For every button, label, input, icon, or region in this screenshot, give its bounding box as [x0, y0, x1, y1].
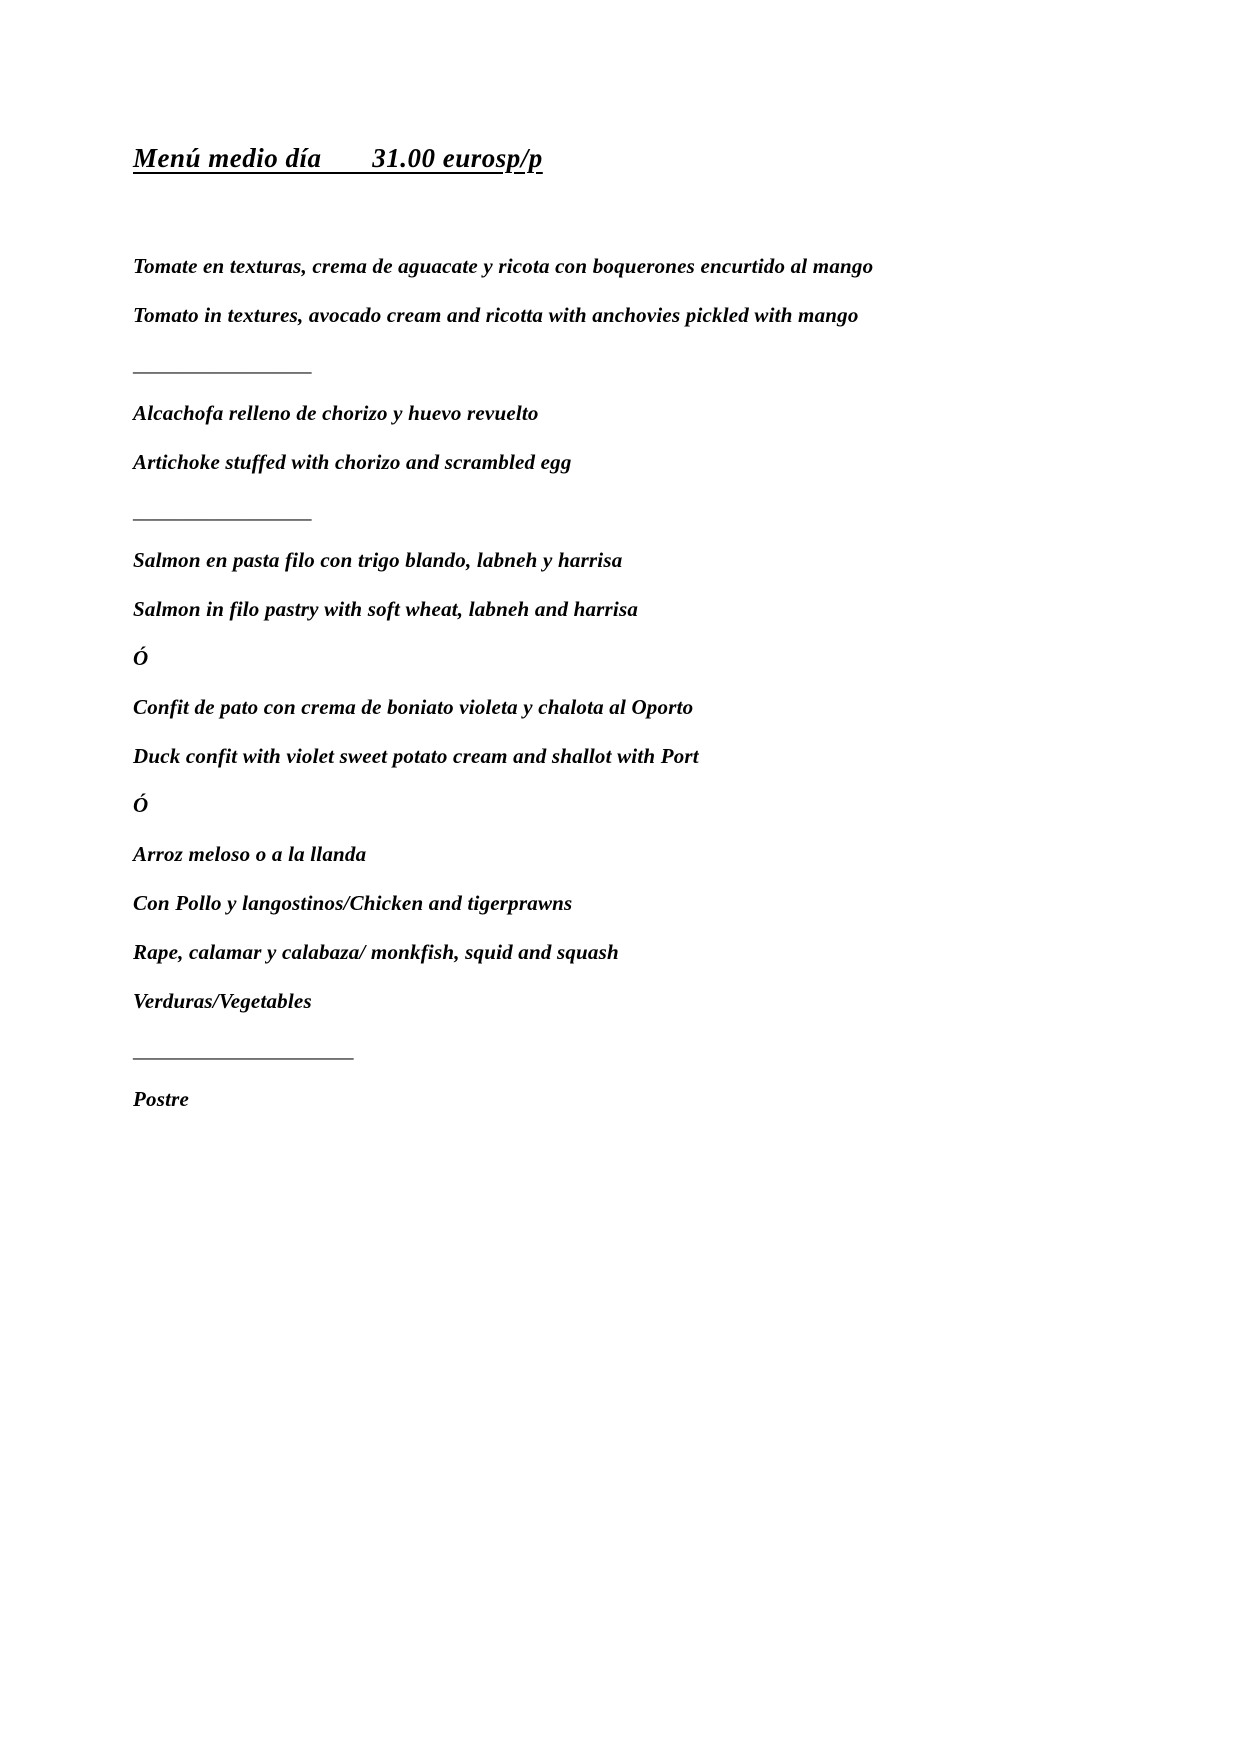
menu-item-es-artichoke: Alcachofa relleno de chorizo y huevo revuelto — [133, 401, 539, 425]
menu-item-rice-vegetables: Verduras/Vegetables — [133, 989, 312, 1013]
or-divider-2: Ó — [133, 793, 149, 817]
menu-item-dessert: Postre — [133, 1087, 190, 1111]
course-separator-3: _____________________ — [133, 1038, 354, 1062]
menu-content — [133, 138, 1181, 1124]
menu-item-es-rice: Arroz meloso o a la llanda — [133, 842, 367, 866]
or-divider-1: Ó — [133, 646, 149, 670]
menu-body — [133, 242, 1181, 1124]
course-separator-2: _________________ — [133, 499, 312, 523]
menu-item-es-tomato: Tomate en texturas, crema de aguacate y ricota con boquerones encurtido al mango — [133, 254, 874, 278]
course-separator-1: _________________ — [133, 352, 312, 376]
menu-item-es-duck: Confit de pato con crema de boniato violeta y chalota al Oporto — [133, 695, 694, 719]
menu-item-en-artichoke: Artichoke stuffed with chorizo and scrambled egg — [133, 450, 572, 474]
menu-item-en-tomato: Tomato in textures, avocado cream and ricotta with anchovies pickled with mango — [133, 303, 859, 327]
menu-item-rice-monkfish: Rape, calamar y calabaza/ monkfish, squid and squash — [133, 940, 619, 964]
menu-item-rice-chicken: Con Pollo y langostinos/Chicken and tigerprawns — [133, 891, 573, 915]
menu-item-es-salmon: Salmon en pasta filo con trigo blando, labneh y harrisa — [133, 548, 623, 572]
menu-item-en-duck: Duck confit with violet sweet potato cream and shallot with Port — [133, 744, 699, 768]
menu-item-en-salmon: Salmon in filo pastry with soft wheat, labneh and harrisa — [133, 597, 639, 621]
menu-title: Menú medio día 31.00 eurosp/p — [133, 143, 543, 173]
